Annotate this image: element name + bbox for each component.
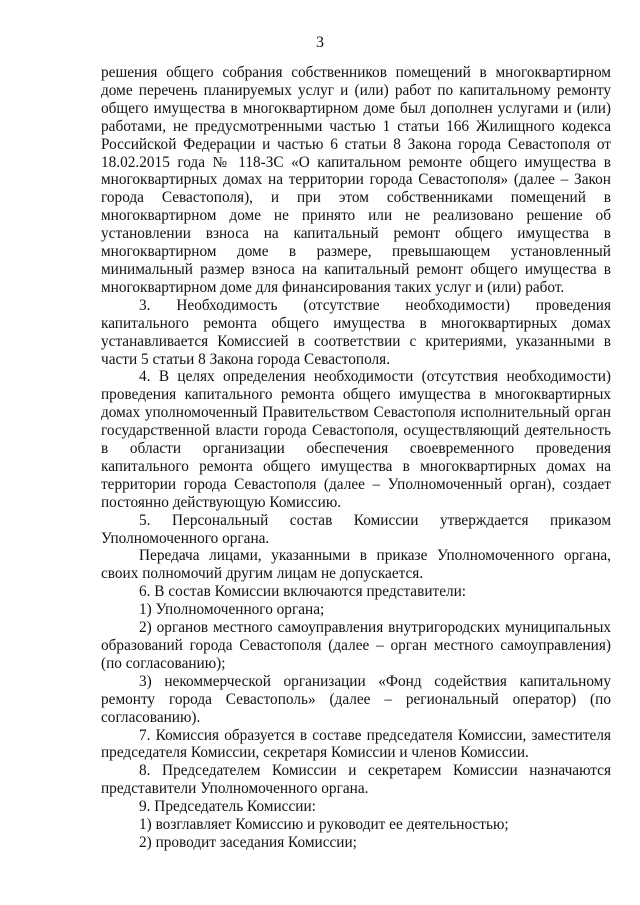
paragraph-item-8: 8. Председателем Комиссии и секретарем Комиссии назначаются представители Уполномоченного органа. — [101, 762, 611, 798]
document-body — [101, 64, 611, 852]
page-number: 3 — [316, 34, 324, 51]
list-item-6-2: 2) органов местного самоуправления внутригородских муниципальных образований города Севастополя (далее – орган местного самоуправления) (по согласованию); — [101, 619, 611, 672]
list-item-6-1: 1) Уполномоченного органа; — [139, 601, 325, 619]
paragraph-item-9: 9. Председатель Комиссии: — [139, 798, 316, 816]
list-item-9-2: 2) проводит заседания Комиссии; — [139, 833, 357, 851]
paragraph-item-5-delegation: Передача лицами, указанными в приказе Уполномоченного органа, своих полномочий другим лицам не допускается. — [101, 547, 611, 583]
paragraph-item-6: 6. В состав Комиссии включаются представители: — [139, 583, 467, 601]
list-item-9-1: 1) возглавляет Комиссию и руководит ее деятельностью; — [139, 816, 509, 834]
paragraph-item-7: 7. Комиссия образуется в составе председателя Комиссии, заместителя председателя Комиссии, секретаря Комиссии и членов Комиссии. — [101, 726, 611, 762]
paragraph-continuation: решения общего собрания собственников помещений в многоквартирном доме перечень планируемых услуг и (или) работ по капитальному ремонту общего имущества в многоквартирном доме был дополнен услугами и (или) работами, не предусмотренными частью 1 статьи 166 Жилищного кодекса Российской Федерации и частью 6 статьи 8 Закона города Севастополя от 18.02.2015 года № 118-ЗС «О капитальном ремонте общего имущества в многоквартирных домах на территории города Севастополя» (далее – Закон города Севастополя), и при этом собственниками помещений в многоквартирном доме не принято или не реализовано решение об установлении взноса на капитальный ремонт общего имущества в многоквартирном доме в размере, превышающем установленный минимальный размер взноса на капитальный ремонт общего имущества в многоквартирном доме для финансирования таких услуг и (или) работ. — [101, 64, 611, 296]
paragraph-item-4: 4. В целях определения необходимости (отсутствия необходимости) проведения капитального ремонта общего имущества в многоквартирных домах уполномоченный Правительством Севастополя исполнительный орган государственной власти города Севастополя, осуществляющий деятельность в области организации обеспечения своевременного проведения капитального ремонта общего имущества в многоквартирных домах на территории города Севастополя (далее – Уполномоченный орган), создает постоянно действующую Комиссию. — [101, 368, 611, 511]
list-item-6-3: 3) некоммерческой организации «Фонд содействия капитальному ремонту города Севастополь» (далее – региональный оператор) (по согласованию). — [101, 672, 611, 726]
paragraph-item-3: 3. Необходимость (отсутствие необходимости) проведения капитального ремонта общего имущества в многоквартирных домах устанавливается Комиссией в соответствии с критериями, указанными в части 5 статьи 8 Закона города Севастополя. — [101, 296, 611, 368]
paragraph-item-5: 5. Персональный состав Комиссии утверждается приказом Уполномоченного органа. — [101, 511, 611, 547]
